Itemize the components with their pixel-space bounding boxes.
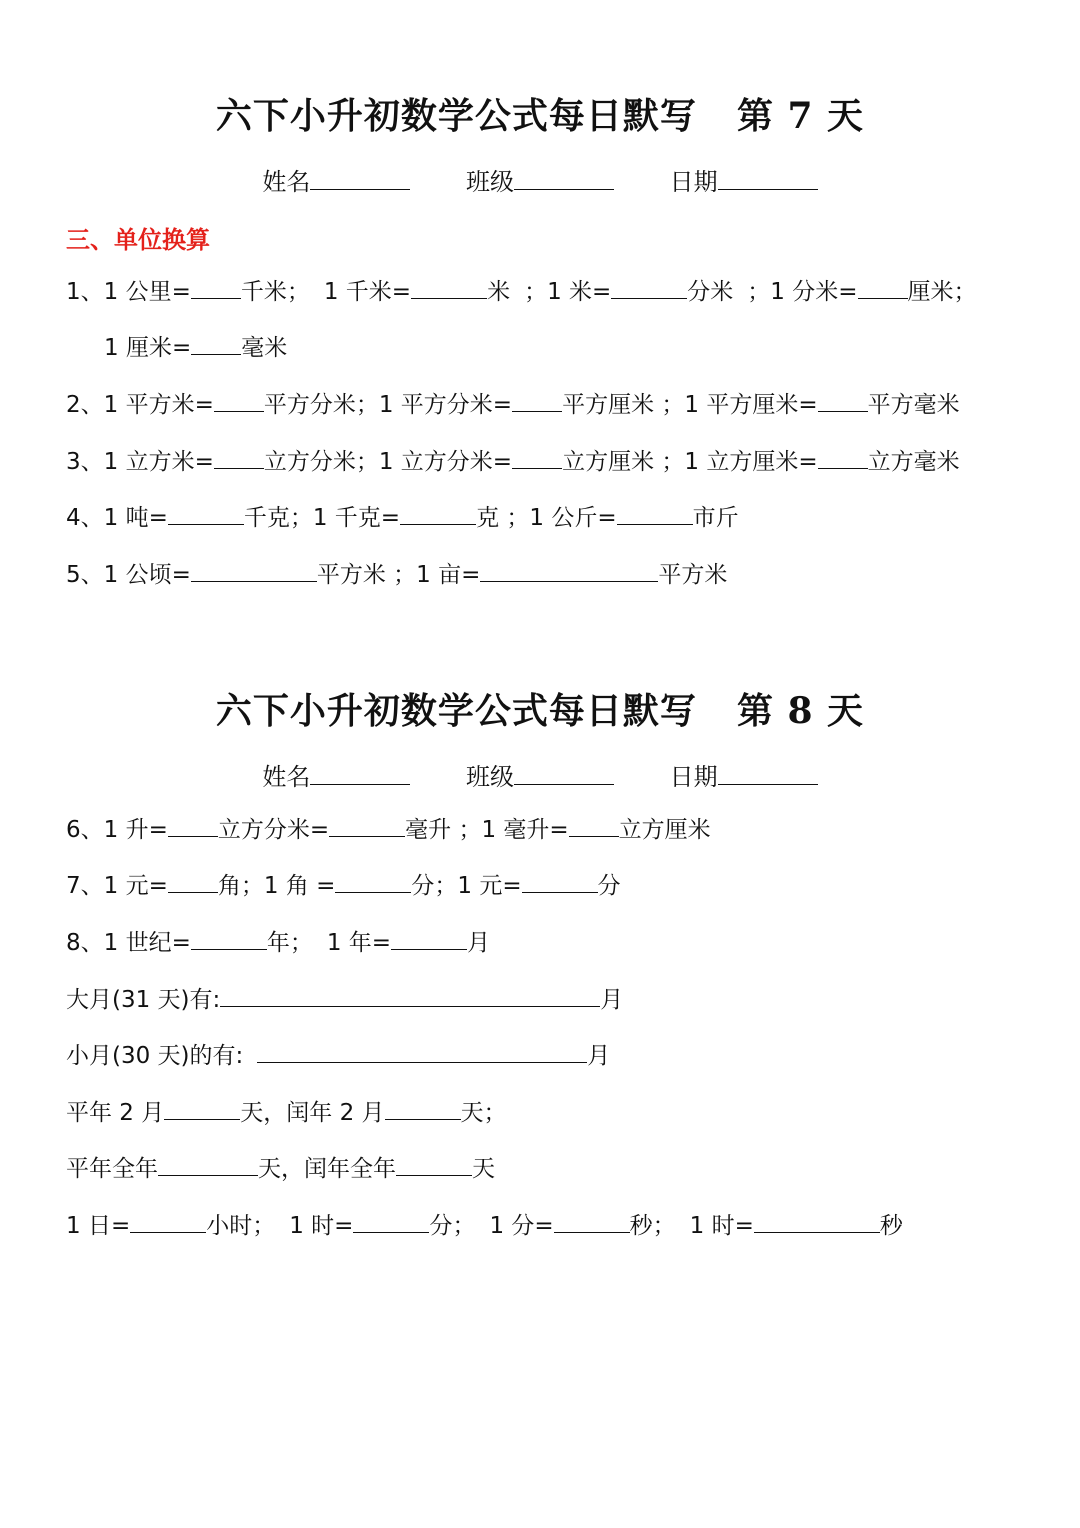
day7-title-text: 六下小升初数学公式每日默写: [215, 95, 697, 137]
text-segment: 1 厘米=: [104, 335, 192, 361]
text-segment: 1 日=: [66, 1213, 131, 1239]
text-segment: 1 分=: [489, 1213, 554, 1239]
day7-title: [0, 88, 1080, 139]
text-segment: 平年全年: [66, 1156, 158, 1182]
small-month-line: [66, 1041, 610, 1071]
text-segment: 分: [597, 873, 621, 899]
answer-blank[interactable]: [257, 1061, 587, 1063]
big-month-line: [66, 985, 623, 1015]
text-segment: 毫升 ；1 毫升=: [405, 817, 569, 843]
question-1-continued: [104, 333, 287, 363]
text-segment: 角；1 角 =: [217, 873, 336, 899]
section-heading: 三、单位换算: [66, 226, 210, 254]
answer-blank[interactable]: [522, 891, 598, 893]
text-segment: 平方分米；1 平方分米=: [263, 392, 513, 418]
text-segment: 分；: [429, 1213, 476, 1239]
text-segment: 月: [587, 1043, 611, 1069]
date-blank[interactable]: [718, 783, 818, 785]
text-segment: 克 ；1 公斤=: [476, 505, 617, 531]
answer-blank[interactable]: [512, 410, 562, 412]
answer-blank[interactable]: [191, 948, 267, 950]
answer-blank[interactable]: [754, 1231, 880, 1233]
answer-blank[interactable]: [191, 297, 241, 299]
text-segment: 千克；1 千克=: [243, 505, 401, 531]
answer-blank[interactable]: [858, 297, 908, 299]
question-7: [66, 871, 621, 901]
day8-title: [0, 683, 1080, 734]
date-label: 日期: [669, 763, 718, 791]
class-blank[interactable]: [514, 188, 614, 190]
text-segment: 立方厘米: [618, 817, 711, 843]
text-segment: 大月(31 天)有:: [66, 987, 221, 1013]
answer-blank[interactable]: [335, 891, 411, 893]
day7-day-label: 第 7 天: [736, 95, 865, 137]
date-blank[interactable]: [718, 188, 818, 190]
answer-blank[interactable]: [329, 835, 405, 837]
text-segment: 1 时=: [289, 1213, 354, 1239]
text-segment: 天；: [460, 1100, 507, 1126]
text-segment: 立方毫米: [867, 449, 960, 475]
time-units-line: [66, 1211, 903, 1241]
february-line: [66, 1098, 507, 1128]
text-segment: 平方毫米: [867, 392, 960, 418]
question-1: [66, 277, 977, 307]
text-segment: 立方分米；1 立方分米=: [263, 449, 513, 475]
text-segment: 毫米: [241, 335, 288, 361]
text-segment: 1 年=: [326, 930, 392, 956]
answer-blank[interactable]: [400, 523, 476, 525]
answer-blank[interactable]: [130, 1231, 206, 1233]
answer-blank[interactable]: [385, 1118, 461, 1120]
answer-blank[interactable]: [158, 1174, 258, 1176]
text-segment: 天，闰年 2 月: [240, 1100, 385, 1126]
text-segment: 秒: [879, 1213, 903, 1239]
answer-blank[interactable]: [164, 1118, 240, 1120]
question-5: [66, 560, 727, 590]
class-label: 班级: [466, 763, 514, 791]
text-segment: 平方米 ；1 亩=: [316, 562, 481, 588]
answer-blank[interactable]: [396, 1174, 472, 1176]
text-segment: 天: [472, 1156, 495, 1182]
answer-blank[interactable]: [818, 467, 868, 469]
answer-blank[interactable]: [554, 1231, 630, 1233]
text-segment: 1 时=: [689, 1213, 754, 1239]
name-label: 姓名: [262, 763, 311, 791]
answer-blank[interactable]: [214, 410, 264, 412]
text-segment: 2、1 平方米=: [66, 392, 214, 418]
question-4: [66, 503, 739, 533]
text-segment: 立方厘米 ；1 立方厘米=: [562, 449, 818, 475]
day7-class-field[interactable]: [466, 162, 614, 197]
text-segment: 7、1 元=: [66, 873, 168, 899]
text-segment: ；1 米=: [524, 279, 612, 305]
day8-day-label: 第 8 天: [736, 690, 865, 732]
name-label: 姓名: [262, 168, 311, 196]
text-segment: 分米: [687, 279, 734, 305]
class-label: 班级: [466, 168, 514, 196]
text-segment: 1 千米=: [323, 279, 412, 305]
answer-blank[interactable]: [569, 835, 619, 837]
day7-date-field[interactable]: [670, 162, 818, 197]
answer-blank[interactable]: [512, 467, 562, 469]
day7-info-row: [0, 162, 1080, 197]
answer-blank[interactable]: [191, 580, 317, 582]
text-segment: 秒；: [629, 1213, 676, 1239]
answer-blank[interactable]: [168, 523, 244, 525]
text-segment: ；1 分米=: [747, 279, 858, 305]
text-segment: 3、1 立方米=: [66, 449, 214, 475]
question-2: [66, 390, 960, 420]
text-segment: 分；1 元=: [411, 873, 522, 899]
name-blank[interactable]: [310, 188, 410, 190]
text-segment: 千米；: [240, 279, 310, 305]
text-segment: 厘米；: [907, 279, 977, 305]
day7-name-field[interactable]: [262, 162, 410, 197]
day8-name-field[interactable]: [262, 757, 410, 792]
text-segment: 4、1 吨=: [66, 505, 168, 531]
text-segment: 月: [600, 987, 624, 1013]
question-3: [66, 447, 960, 477]
answer-blank[interactable]: [220, 1005, 600, 1007]
text-segment: 天，闰年全年: [258, 1156, 396, 1182]
text-segment: 1、1 公里=: [66, 279, 191, 305]
answer-blank[interactable]: [480, 580, 658, 582]
text-segment: 6、1 升=: [66, 817, 168, 843]
answer-blank[interactable]: [214, 467, 264, 469]
full-year-line: [66, 1154, 495, 1184]
text-segment: 月: [467, 930, 491, 956]
answer-blank[interactable]: [191, 353, 241, 355]
question-6: [66, 815, 711, 845]
text-segment: 小时；: [206, 1213, 276, 1239]
text-segment: 平年 2 月: [66, 1100, 165, 1126]
text-segment: 立方分米=: [217, 817, 330, 843]
text-segment: 平方厘米 ；1 平方厘米=: [562, 392, 818, 418]
text-segment: 5、1 公顷=: [66, 562, 191, 588]
class-blank[interactable]: [514, 783, 614, 785]
name-blank[interactable]: [310, 783, 410, 785]
answer-blank[interactable]: [168, 891, 218, 893]
text-segment: 年；: [266, 930, 313, 956]
day8-class-field[interactable]: [466, 757, 614, 792]
text-segment: 平方米: [658, 562, 728, 588]
text-segment: 市斤: [692, 505, 739, 531]
day8-title-text: 六下小升初数学公式每日默写: [215, 690, 697, 732]
day8-info-row: [0, 757, 1080, 792]
text-segment: 米: [487, 279, 511, 305]
answer-blank[interactable]: [411, 297, 487, 299]
answer-blank[interactable]: [611, 297, 687, 299]
answer-blank[interactable]: [353, 1231, 429, 1233]
day8-date-field[interactable]: [670, 757, 818, 792]
answer-blank[interactable]: [168, 835, 218, 837]
question-8: [66, 928, 490, 958]
text-segment: 小月(30 天)的有:: [66, 1043, 244, 1069]
answer-blank[interactable]: [391, 948, 467, 950]
answer-blank[interactable]: [818, 410, 868, 412]
text-segment: 8、1 世纪=: [66, 930, 191, 956]
answer-blank[interactable]: [617, 523, 693, 525]
date-label: 日期: [669, 168, 718, 196]
